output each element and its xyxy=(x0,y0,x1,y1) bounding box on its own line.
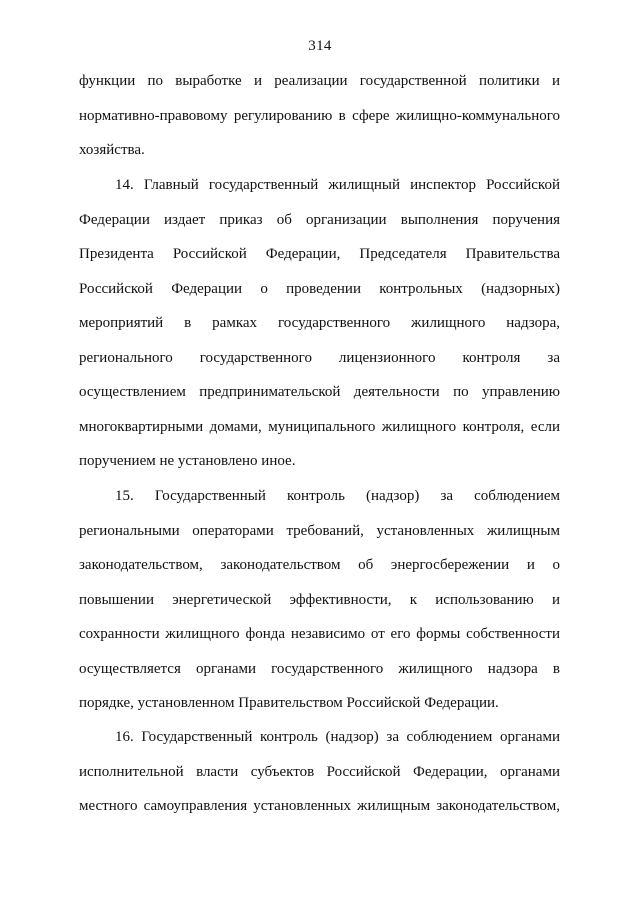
text-line: нормативно-правовому регулированию в сфере жилищно-коммунального xyxy=(79,107,560,124)
text-line: осуществлением предпринимательской деятельности по управлению xyxy=(79,384,560,400)
text-line: функции по выработке и реализации государственной политики и xyxy=(79,73,560,89)
text-line: Федерации издает приказ об организации выполнения поручения xyxy=(79,211,560,228)
text-line: поручением не установлено иное. xyxy=(79,453,296,469)
text-line: Российской Федерации о проведении контрольных (надзорных) xyxy=(79,280,560,297)
text-line: 14. Главный государственный жилищный инспектор Российской xyxy=(115,177,560,193)
text-line: местного самоуправления установленных жилищным законодательством, xyxy=(79,798,560,814)
paragraph-15 xyxy=(79,479,560,721)
text-line: региональными операторами требований, установленных жилищным xyxy=(79,522,560,539)
paragraph-16 xyxy=(79,720,560,824)
text-line: сохранности жилищного фонда независимо от его формы собственности xyxy=(79,626,560,642)
text-line: повышении энергетической эффективности, к использованию и xyxy=(79,591,560,608)
text-line: порядке, установленном Правительством Российской Федерации. xyxy=(79,695,499,711)
text-line: осуществляется органами государственного жилищного надзора в xyxy=(79,660,560,677)
text-line: исполнительной власти субъектов Российской Федерации, органами xyxy=(79,763,560,780)
text-line: законодательством, законодательством об энергосбережении и о xyxy=(79,557,560,573)
text-line: 15. Государственный контроль (надзор) за соблюдением xyxy=(115,488,560,504)
text-line: Президента Российской Федерации, Председателя Правительства xyxy=(79,246,560,262)
paragraph-13-tail xyxy=(79,64,560,168)
page-number: 314 xyxy=(308,38,332,54)
text-line: регионального государственного лицензионного контроля за xyxy=(79,349,560,366)
text-line: хозяйства. xyxy=(79,142,145,158)
text-line: мероприятий в рамках государственного жилищного надзора, xyxy=(79,315,560,331)
text-line: многоквартирными домами, муниципального жилищного контроля, если xyxy=(79,418,560,435)
paragraph-14 xyxy=(79,168,560,479)
text-line: 16. Государственный контроль (надзор) за соблюдением органами xyxy=(115,729,560,745)
